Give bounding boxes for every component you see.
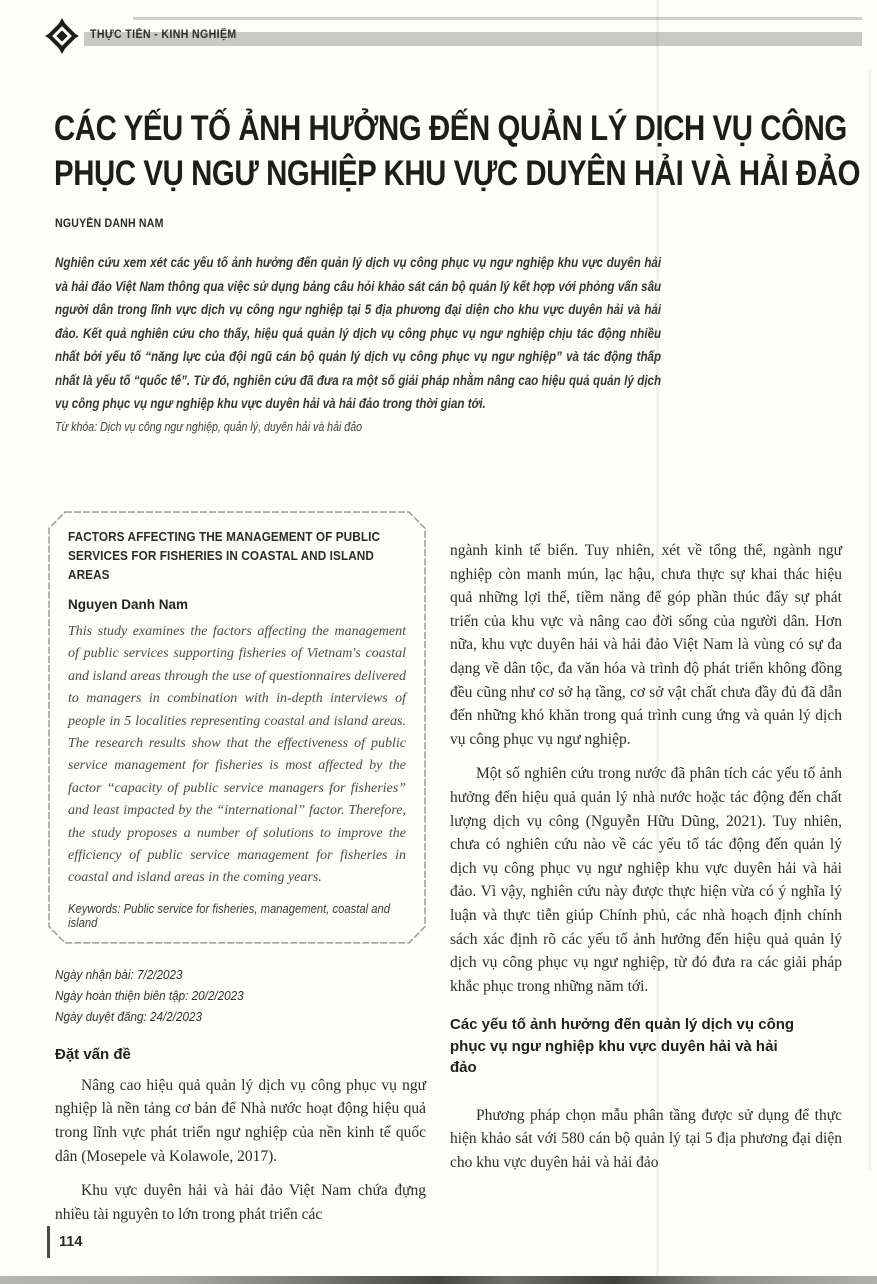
section-label: THỰC TIỄN - KINH NGHIỆM [90,29,237,41]
keywords-vietnamese: Từ khóa: Dịch vụ công ngư nghiệp, quản lý, duyên hải và hải đảo [55,420,363,434]
english-abstract-text: This study examines the factors affecting the management of public services supporting fisheries of Vietnam's coastal and island areas through the use of questionnaires delivered to managers in combination with in-depth interviews of people in 5 localities representing coastal and island areas. The research results show that the effectiveness of public service management for fisheries is most affected by the factor “capacity of public service managers for fisheries” and least impacted by the “international” factor. Therefore, the study proposes a number of solutions to improve the efficiency of public service management for fisheries in coastal and island areas in the coming years. [68,624,406,886]
right-paragraph-2: Một số nghiên cứu trong nước đã phân tích các yếu tố ảnh hưởng đến hiệu quả quản lý nhà nước hoặc tác động đến chất lượng dịch vụ công (Nguyễn Hữu Dũng, 2021). Tuy nhiên, chưa có nghiên cứu nào về các yếu tố tác động đến quản lý dịch vụ công phục vụ ngư nghiệp khu vực duyên hải và hải đảo. Vì vậy, nghiên cứu này được thực hiện vừa có ý nghĩa lý luận và thực tiễn giúp Chính phủ, các nhà hoạch định chính sách xác định rõ các yếu tố ảnh hưởng đến hiệu quả quản lý dịch vụ công phục vụ ngư nghiệp, từ đó đưa ra các giải pháp khắc phục trong những năm tới. [450,765,842,995]
scan-edge-shade [868,70,871,1170]
bottom-scan-strip [0,1276,877,1284]
english-title: FACTORS AFFECTING THE MANAGEMENT OF PUBLIC SERVICES FOR FISHERIES IN COASTAL AND ISLAND AREAS [68,530,381,582]
date-revised: Ngày hoàn thiện biên tập: 20/2/2023 [55,987,244,1003]
header-top-rule [133,17,862,20]
factors-heading: Các yếu tố ảnh hưởng đến quản lý dịch vụ công phục vụ ngư nghiệp khu vực duyên hải và hải đảo [450,1016,795,1077]
factors-paragraph-1: Phương pháp chọn mẫu phân tầng được sử dụng để thực hiện khảo sát với 580 cán bộ quản lý tại 5 địa phương đại diện cho khu vực duyên hải và hải đảo [450,1106,842,1171]
date-received: Ngày nhận bài: 7/2/2023 [55,966,183,982]
page-number-rule [47,1226,50,1258]
manuscript-dates [55,964,433,1027]
right-paragraph-1: ngành kinh tế biển. Tuy nhiên, xét về tổng thể, ngành ngư nghiệp còn manh mún, lạc hậu, chưa thực sự khai thác hiệu quả những lợi thế, tiềm năng để góp phần thúc đẩy sự phát triển của khu vực và nâng cao đời sống của người dân. Hơn nữa, khu vực duyên hải và hải đảo Việt Nam là vùng có sự đa dạng về dân tộc, đa văn hóa và trình độ phát triển không đồng đều cũng như cơ sở hạ tầng, cơ sở vật chất chưa đầy đủ đã dẫn đến những khó khăn trong quá trình cung ứng và quản lý dịch vụ công phục vụ ngư nghiệp. [450,542,842,748]
abstract-vietnamese: Nghiên cứu xem xét các yếu tố ảnh hưởng đến quản lý dịch vụ công phục vụ ngư nghiệp khu vực duyên hải và hải đảo Việt Nam thông qua việc sử dụng bảng câu hỏi khảo sát cán bộ quản lý kết hợp với phỏng vấn sâu người dân trong lĩnh vực dịch vụ công ngư nghiệp tại 5 địa phương đại diện cho khu vực duyên hải và hải đảo. Kết quả nghiên cứu cho thấy, hiệu quả quản lý dịch vụ công phục vụ ngư nghiệp chịu tác động nhiều nhất bởi yếu tố “năng lực của đội ngũ cán bộ quản lý dịch vụ công phục vụ ngư nghiệp” và tác động thấp nhất là yếu tố “quốc tế”. Từ đó, nghiên cứu đã đưa ra một số giải pháp nhằm nâng cao hiệu quả quản lý dịch vụ công phục vụ ngư nghiệp khu vực duyên hải và hải đảo trong thời gian tới. [55,254,662,411]
scan-crease [656,0,659,1284]
date-accepted: Ngày duyệt đăng: 24/2/2023 [55,1008,203,1024]
english-author: Nguyen Danh Nam [68,597,189,612]
intro-paragraph-2: Khu vực duyên hải và hải đảo Việt Nam chứa đựng nhiều tài nguyên to lớn trong phát triển các [55,1182,426,1223]
english-keywords: Keywords: Public service for fisheries, management, coastal and island [68,901,391,930]
article-title-line2: PHỤC VỤ NGƯ NGHIỆP KHU VỰC DUYÊN HẢI VÀ HẢI ĐẢO [54,154,861,193]
intro-heading: Đặt vấn đề [55,1045,131,1063]
page-number-block [47,1226,82,1258]
article-title-line1: CÁC YẾU TỐ ẢNH HƯỞNG ĐẾN QUẢN LÝ DỊCH VỤ CÔNG [54,109,847,148]
english-abstract-box [48,511,426,944]
page-number: 114 [59,1234,83,1250]
compass-ornament-icon [45,18,79,54]
article-author: NGUYỄN DANH NAM [55,218,164,230]
two-column-body [48,511,842,1223]
article-title [54,106,864,196]
intro-paragraph-1: Nâng cao hiệu quả quản lý dịch vụ công phục vụ ngư nghiệp là nền tảng cơ bản để Nhà nước hoạt động hiệu quả trong lĩnh vực phát triển ngư nghiệp của nền kinh tế quốc dân (Mosepele và Kolawole, 2017). [55,1076,426,1165]
right-column [450,511,842,1211]
left-column [48,511,426,1223]
